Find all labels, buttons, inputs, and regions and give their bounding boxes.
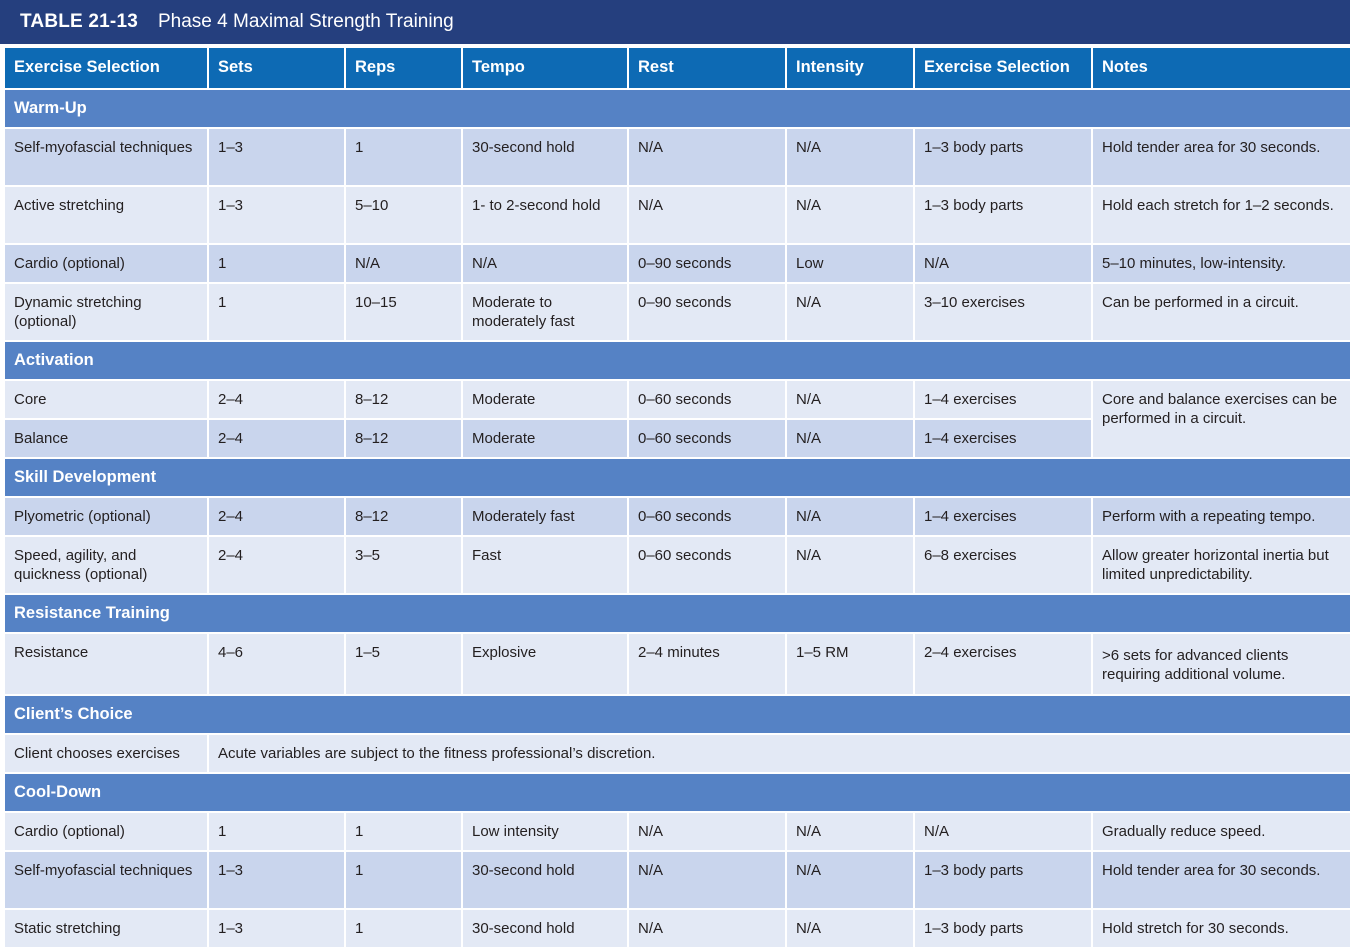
table-cell: N/A: [914, 812, 1092, 851]
table-cell: 1–4 exercises: [914, 419, 1092, 458]
section-row-skill: [4, 458, 1350, 497]
table-cell: 2–4: [208, 380, 345, 419]
section-row-cooldown: [4, 773, 1350, 812]
table-cell: Hold stretch for 30 seconds.: [1092, 909, 1350, 948]
table-cell: Resistance: [4, 633, 208, 695]
section-label: Activation: [4, 341, 1350, 380]
table-row: [4, 536, 1350, 594]
table-cell: 4–6: [208, 633, 345, 695]
table-cell: N/A: [786, 283, 914, 341]
table-cell: Static stretching: [4, 909, 208, 948]
section-row-activation: [4, 341, 1350, 380]
table-cell: N/A: [786, 419, 914, 458]
table-cell: 1: [208, 283, 345, 341]
table-cell: Balance: [4, 419, 208, 458]
table-cell: N/A: [786, 536, 914, 594]
table-cell: 3–5: [345, 536, 462, 594]
table-cell: N/A: [628, 128, 786, 186]
table-cell: N/A: [628, 851, 786, 909]
table-cell: Allow greater horizontal inertia but limited unpredictability.: [1092, 536, 1350, 594]
table-cell: 1- to 2-second hold: [462, 186, 628, 244]
table-cell: 1–5 RM: [786, 633, 914, 695]
table-cell: Perform with a repeating tempo.: [1092, 497, 1350, 536]
table-cell: 1–3 body parts: [914, 128, 1092, 186]
table-cell: 0–60 seconds: [628, 419, 786, 458]
table-cell: 0–90 seconds: [628, 283, 786, 341]
table-cell: 1: [345, 909, 462, 948]
col-header: Notes: [1092, 47, 1350, 89]
section-label: Client’s Choice: [4, 695, 1350, 734]
table-cell: Moderately fast: [462, 497, 628, 536]
table-cell: Hold tender area for 30 seconds.: [1092, 128, 1350, 186]
table-cell: N/A: [628, 812, 786, 851]
table-cell: 1–4 exercises: [914, 380, 1092, 419]
table-cell: Low: [786, 244, 914, 283]
table-cell: 10–15: [345, 283, 462, 341]
table-cell: Moderate: [462, 419, 628, 458]
section-label: Cool-Down: [4, 773, 1350, 812]
table-cell: 1–3 body parts: [914, 186, 1092, 244]
table-cell: 1: [345, 851, 462, 909]
table-cell: Dynamic stretching (optional): [4, 283, 208, 341]
table-cell: Can be performed in a circuit.: [1092, 283, 1350, 341]
section-label: Skill Development: [4, 458, 1350, 497]
table-cell: 1–3: [208, 851, 345, 909]
table-row: [4, 128, 1350, 186]
table-cell: 1–3: [208, 909, 345, 948]
table-row: [4, 909, 1350, 948]
table-row: [4, 851, 1350, 909]
table-cell: 30-second hold: [462, 128, 628, 186]
table-cell: N/A: [786, 380, 914, 419]
section-row-warmup: [4, 89, 1350, 128]
table-cell: Self-myofascial techniques: [4, 851, 208, 909]
table-cell: 0–90 seconds: [628, 244, 786, 283]
table-row: [4, 497, 1350, 536]
table-row: [4, 283, 1350, 341]
table-cell: 1–3 body parts: [914, 851, 1092, 909]
training-table: [3, 46, 1350, 949]
table-cell: 2–4: [208, 536, 345, 594]
table-cell: Speed, agility, and quickness (optional): [4, 536, 208, 594]
table-cell: N/A: [914, 244, 1092, 283]
col-header: Rest: [628, 47, 786, 89]
table-cell: Acute variables are subject to the fitness professional’s discretion.: [208, 734, 1350, 773]
table-cell: Hold tender area for 30 seconds.: [1092, 851, 1350, 909]
col-header: Exercise Selection: [4, 47, 208, 89]
table-cell: Fast: [462, 536, 628, 594]
col-header: Intensity: [786, 47, 914, 89]
header-row: [4, 47, 1350, 89]
section-row-resistance: [4, 594, 1350, 633]
table-cell: Core: [4, 380, 208, 419]
table-cell: 8–12: [345, 419, 462, 458]
table-row: [4, 186, 1350, 244]
table-cell: N/A: [628, 186, 786, 244]
table-number: TABLE 21-13: [20, 11, 138, 32]
table-cell: 5–10: [345, 186, 462, 244]
table-cell: 0–60 seconds: [628, 497, 786, 536]
table-cell: 1: [208, 812, 345, 851]
table-cell: Hold each stretch for 1–2 seconds.: [1092, 186, 1350, 244]
table-cell: Plyometric (optional): [4, 497, 208, 536]
table-cell: Cardio (optional): [4, 244, 208, 283]
table-cell: 1–3: [208, 186, 345, 244]
table-cell: Low intensity: [462, 812, 628, 851]
table-cell: Explosive: [462, 633, 628, 695]
table-row: [4, 380, 1350, 419]
table-cell: 8–12: [345, 497, 462, 536]
table-cell: 1–3 body parts: [914, 909, 1092, 948]
table-title: Phase 4 Maximal Strength Training: [158, 11, 454, 32]
table-cell: N/A: [462, 244, 628, 283]
col-header: Tempo: [462, 47, 628, 89]
table-cell: Moderate: [462, 380, 628, 419]
table-row: [4, 734, 1350, 773]
table-cell: 3–10 exercises: [914, 283, 1092, 341]
table-cell: 30-second hold: [462, 851, 628, 909]
table-cell: N/A: [786, 186, 914, 244]
table-cell: 6–8 exercises: [914, 536, 1092, 594]
table-cell: 2–4 minutes: [628, 633, 786, 695]
table-row: [4, 812, 1350, 851]
table-cell: N/A: [786, 497, 914, 536]
table-cell: Active stretching: [4, 186, 208, 244]
table-cell: 1: [208, 244, 345, 283]
table-row: [4, 633, 1350, 695]
shared-note-cell: Core and balance exercises can be performed in a circuit.: [1092, 380, 1350, 458]
table-cell: 2–4: [208, 497, 345, 536]
table-cell: Cardio (optional): [4, 812, 208, 851]
table-cell: 30-second hold: [462, 909, 628, 948]
table-cell: N/A: [345, 244, 462, 283]
table-cell: Moderate to moderately fast: [462, 283, 628, 341]
table-cell: 8–12: [345, 380, 462, 419]
table-row: [4, 244, 1350, 283]
section-label: Resistance Training: [4, 594, 1350, 633]
col-header: Exercise Selection: [914, 47, 1092, 89]
table-cell: 0–60 seconds: [628, 380, 786, 419]
table-cell: Client chooses exercises: [4, 734, 208, 773]
table-cell: N/A: [786, 909, 914, 948]
table-cell: N/A: [628, 909, 786, 948]
table-cell: 2–4: [208, 419, 345, 458]
col-header: Sets: [208, 47, 345, 89]
col-header: Reps: [345, 47, 462, 89]
table-cell: 1–4 exercises: [914, 497, 1092, 536]
table-cell: 1: [345, 128, 462, 186]
table-cell: 1–5: [345, 633, 462, 695]
table-cell: 1: [345, 812, 462, 851]
table-cell: N/A: [786, 812, 914, 851]
table-title-bar: [0, 0, 1350, 44]
section-row-choice: [4, 695, 1350, 734]
table-cell: N/A: [786, 851, 914, 909]
table-cell: 1–3: [208, 128, 345, 186]
table-cell: >6 sets for advanced clients requiring additional volume.: [1092, 633, 1350, 695]
table-cell: 2–4 exercises: [914, 633, 1092, 695]
table-cell: 5–10 minutes, low-intensity.: [1092, 244, 1350, 283]
table-cell: Self-myofascial techniques: [4, 128, 208, 186]
table-cell: 0–60 seconds: [628, 536, 786, 594]
section-label: Warm-Up: [4, 89, 1350, 128]
table-cell: N/A: [786, 128, 914, 186]
table-cell: Gradually reduce speed.: [1092, 812, 1350, 851]
